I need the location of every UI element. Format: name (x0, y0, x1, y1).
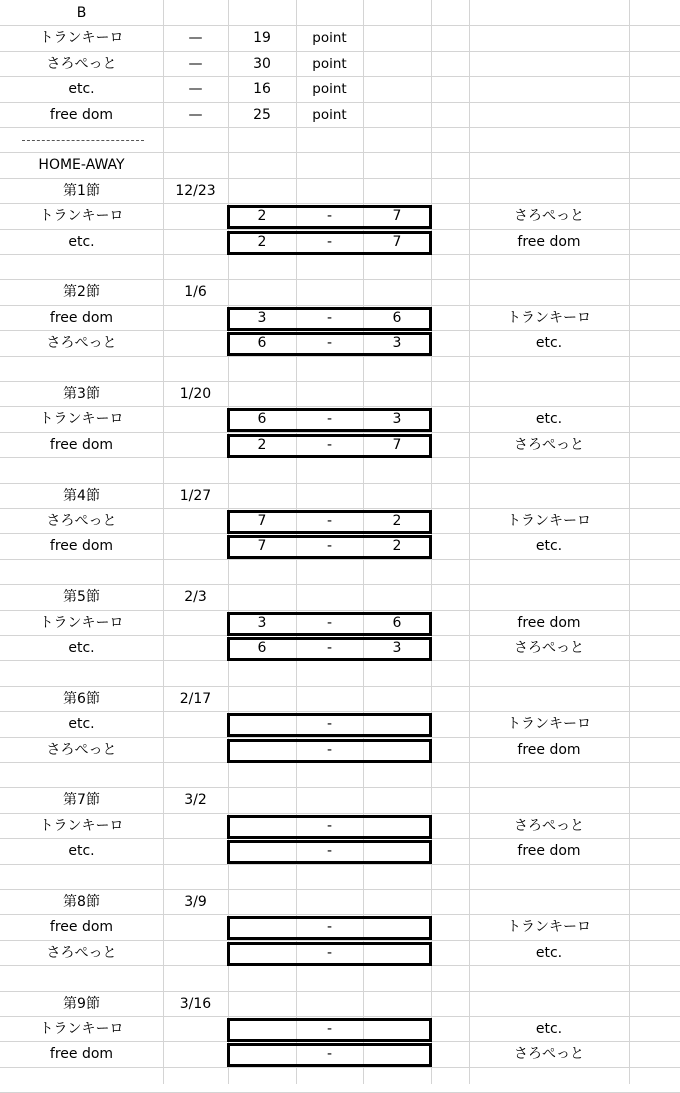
standings-team[interactable]: トランキーロ (39, 30, 124, 46)
away-team[interactable]: トランキーロ (507, 513, 591, 529)
away-team[interactable]: etc. (535, 538, 563, 554)
score-separator[interactable]: - (326, 208, 333, 224)
away-team[interactable]: etc. (535, 945, 563, 961)
score-separator[interactable]: - (326, 716, 333, 732)
home-score[interactable] (228, 1042, 296, 1066)
score-separator[interactable]: - (326, 945, 333, 961)
home-team[interactable]: トランキーロ (39, 615, 124, 631)
home-team[interactable]: free dom (49, 310, 114, 326)
home-team[interactable]: トランキーロ (39, 208, 124, 224)
away-score[interactable] (363, 712, 431, 736)
away-score[interactable] (363, 839, 431, 863)
away-team[interactable]: free dom (517, 615, 581, 631)
away-score[interactable] (363, 941, 431, 965)
home-score[interactable]: 2 (257, 437, 267, 453)
standings-dash[interactable]: — (188, 30, 203, 46)
home-score[interactable]: 6 (257, 640, 267, 656)
round-label[interactable]: 第1節 (63, 183, 100, 199)
standings-team[interactable]: free dom (49, 107, 114, 123)
home-team[interactable]: free dom (49, 538, 114, 554)
away-score[interactable]: 3 (392, 640, 402, 656)
home-team[interactable]: etc. (68, 843, 95, 859)
home-score[interactable]: 3 (257, 310, 267, 326)
standings-unit[interactable]: point (312, 81, 347, 97)
home-team[interactable]: トランキーロ (39, 1021, 124, 1037)
score-separator[interactable]: - (326, 335, 333, 351)
round-label[interactable]: 第4節 (63, 488, 100, 504)
home-team[interactable]: さろぺっと (46, 513, 117, 529)
score-separator[interactable]: - (326, 310, 333, 326)
round-label[interactable]: 第6節 (63, 691, 100, 707)
column-gridline (629, 0, 630, 1084)
away-score[interactable] (363, 1042, 431, 1066)
standings-team[interactable]: etc. (68, 81, 95, 97)
home-team[interactable]: free dom (49, 919, 114, 935)
row-gridline (0, 356, 680, 357)
standings-points[interactable]: 16 (253, 81, 271, 97)
round-date[interactable]: 2/17 (179, 691, 212, 707)
home-team[interactable]: etc. (68, 716, 95, 732)
away-score[interactable] (363, 915, 431, 939)
away-score[interactable]: 3 (392, 335, 402, 351)
away-score[interactable] (363, 814, 431, 838)
away-team[interactable]: さろぺっと (514, 640, 584, 656)
group-header[interactable]: B (76, 5, 87, 21)
round-label[interactable]: 第7節 (63, 792, 100, 808)
round-label[interactable]: 第9節 (63, 996, 100, 1012)
score-separator[interactable]: - (326, 1021, 333, 1037)
away-score[interactable]: 6 (392, 615, 402, 631)
round-date[interactable]: 12/23 (175, 183, 216, 199)
score-separator[interactable]: - (326, 437, 333, 453)
standings-dash[interactable]: — (188, 56, 203, 72)
home-score[interactable] (228, 814, 296, 838)
row-gridline (0, 1067, 680, 1068)
away-score[interactable] (363, 1017, 431, 1041)
home-score[interactable]: 7 (257, 513, 267, 529)
home-score[interactable]: 6 (257, 335, 267, 351)
row-gridline (0, 559, 680, 560)
home-team[interactable]: さろぺっと (46, 742, 117, 758)
round-date[interactable]: 1/27 (179, 488, 212, 504)
away-team[interactable]: etc. (535, 335, 563, 351)
score-separator[interactable]: - (326, 615, 333, 631)
home-team[interactable]: トランキーロ (39, 818, 124, 834)
standings-dash[interactable]: — (188, 81, 203, 97)
section-title[interactable]: HOME-AWAY (38, 157, 125, 173)
score-separator[interactable]: - (326, 640, 333, 656)
away-score[interactable]: 2 (392, 538, 402, 554)
away-score[interactable]: 3 (392, 411, 402, 427)
home-score[interactable]: 3 (257, 615, 267, 631)
away-score[interactable]: 7 (392, 437, 402, 453)
away-team[interactable]: さろぺっと (514, 1046, 584, 1062)
home-score[interactable]: 2 (257, 234, 267, 250)
home-score[interactable]: 7 (257, 538, 267, 554)
row-gridline (0, 127, 680, 128)
home-score[interactable] (228, 941, 296, 965)
standings-unit[interactable]: point (312, 30, 347, 46)
round-date[interactable]: 1/20 (179, 386, 212, 402)
round-date[interactable]: 3/16 (179, 996, 212, 1012)
standings-unit[interactable]: point (312, 107, 347, 123)
round-label[interactable]: 第8節 (63, 894, 100, 910)
home-score[interactable]: 6 (257, 411, 267, 427)
score-separator[interactable]: - (326, 234, 333, 250)
away-team[interactable]: etc. (535, 411, 563, 427)
away-team[interactable]: free dom (517, 843, 581, 859)
home-score[interactable] (228, 738, 296, 762)
home-team[interactable]: さろぺっと (46, 945, 117, 961)
standings-dash[interactable]: — (188, 107, 203, 123)
round-date[interactable]: 3/9 (184, 894, 207, 910)
standings-points[interactable]: 19 (253, 30, 271, 46)
home-team[interactable]: さろぺっと (46, 335, 117, 351)
home-team[interactable]: etc. (68, 234, 95, 250)
standings-unit[interactable]: point (312, 56, 347, 72)
away-team[interactable]: etc. (535, 1021, 563, 1037)
score-separator[interactable]: - (326, 411, 333, 427)
home-team[interactable]: トランキーロ (39, 411, 124, 427)
score-separator[interactable]: - (326, 843, 333, 859)
score-separator[interactable]: - (326, 818, 333, 834)
score-separator[interactable]: - (326, 742, 333, 758)
round-label[interactable]: 第3節 (63, 386, 100, 402)
away-team[interactable]: free dom (517, 234, 581, 250)
round-label[interactable]: 第2節 (63, 284, 100, 300)
away-team[interactable]: さろぺっと (514, 437, 584, 453)
away-score[interactable] (363, 738, 431, 762)
away-team[interactable]: トランキーロ (507, 310, 591, 326)
score-separator[interactable]: - (326, 919, 333, 935)
standings-team[interactable]: さろぺっと (46, 56, 117, 72)
away-team[interactable]: free dom (517, 742, 581, 758)
round-date[interactable]: 1/6 (184, 284, 207, 300)
standings-points[interactable]: 25 (253, 107, 271, 123)
away-team[interactable]: さろぺっと (514, 208, 584, 224)
away-team[interactable]: さろぺっと (514, 818, 584, 834)
dashed-separator (22, 140, 144, 141)
away-score[interactable]: 7 (392, 208, 402, 224)
away-team[interactable]: トランキーロ (507, 716, 591, 732)
score-separator[interactable]: - (326, 538, 333, 554)
away-score[interactable]: 6 (392, 310, 402, 326)
home-score[interactable] (228, 1017, 296, 1041)
home-score[interactable] (228, 915, 296, 939)
round-date[interactable]: 3/2 (184, 792, 207, 808)
home-team[interactable]: etc. (68, 640, 95, 656)
home-team[interactable]: free dom (49, 1046, 114, 1062)
home-score[interactable] (228, 712, 296, 736)
home-team[interactable]: free dom (49, 437, 114, 453)
column-gridline (163, 0, 164, 1084)
standings-points[interactable]: 30 (253, 56, 271, 72)
away-team[interactable]: トランキーロ (507, 919, 591, 935)
score-separator[interactable]: - (326, 1046, 333, 1062)
home-score[interactable] (228, 839, 296, 863)
round-date[interactable]: 2/3 (184, 589, 207, 605)
home-score[interactable]: 2 (257, 208, 267, 224)
row-gridline (0, 864, 680, 865)
away-score[interactable]: 2 (392, 513, 402, 529)
round-label[interactable]: 第5節 (63, 589, 100, 605)
away-score[interactable]: 7 (392, 234, 402, 250)
score-separator[interactable]: - (326, 513, 333, 529)
